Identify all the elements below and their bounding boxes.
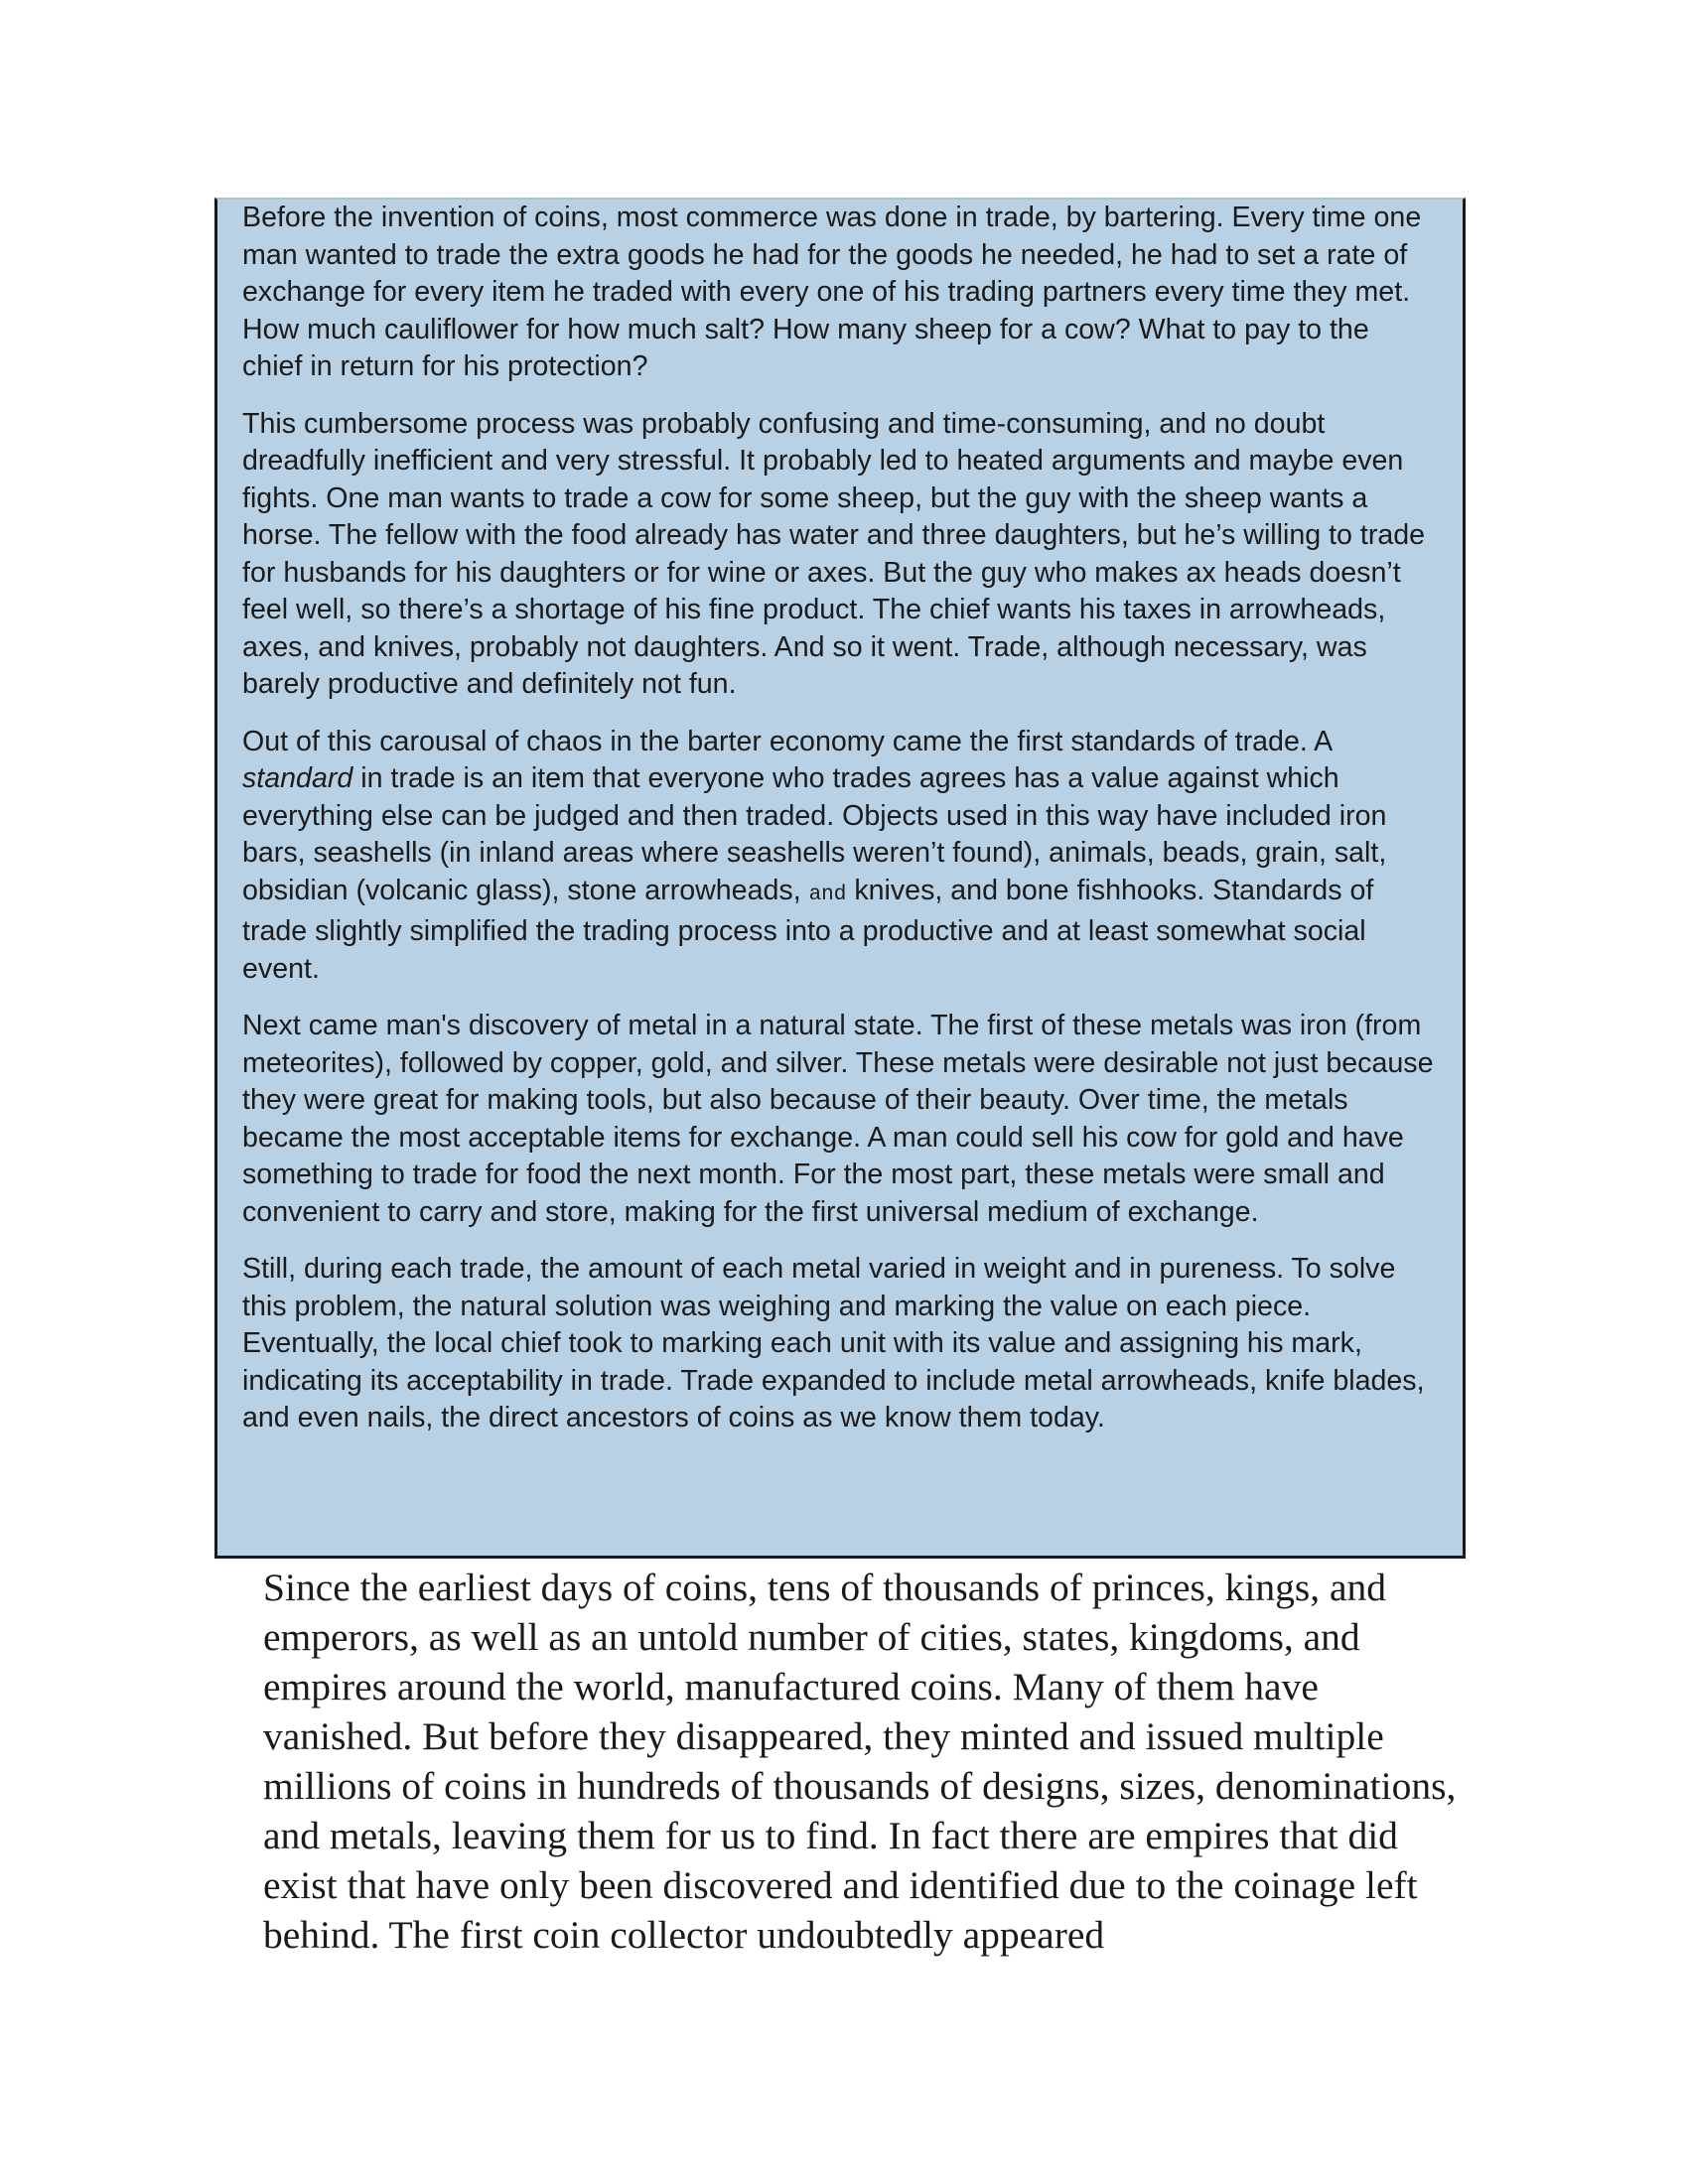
body-paragraph: Since the earliest days of coins, tens of thousands of princes, kings, and emperors, as well as an untold number of cities, states, kingdoms, and empires around the world, manufactured coins. Many of them have vanished. But before they disappeared, they minted and issued multiple millions of coins in hundreds of thousands of designs, sizes, denominations, and metals, leaving them for us to find. In fact there are empires that did exist that have only been discovered and identified due to the coinage left behind. The first coin collector undoubtedly appeared <box>263 1566 1457 1957</box>
sidebar-paragraph-metals: Next came man's discovery of metal in a natural state. The first of these metals was iron (from meteorites), followed by copper, gold, and silver. These metals were desirable not just because they were great for making tools, but also because of their beauty. Over time, the metals became the most acceptable items for exchange. A man could sell his cow for gold and have something to trade for food the next month. For the most part, these metals were small and convenient to carry and store, making for the first universal medium of exchange. <box>242 1010 1434 1228</box>
standards-text-1: Out of this carousal of chaos in the barter economy came the first standards of trade. A <box>242 725 1332 757</box>
sidebar-paragraph-barter: Before the invention of coins, most commerce was done in trade, by bartering. Every time one man wanted to trade the extra goods he had for the goods he needed, he had to set a rate of exchange for every item he traded with every one of his trading partners every time they met. How much cauliflower for how much salt? How many sheep for a cow? What to pay to the chief in return for his protection? <box>242 202 1422 382</box>
standards-mono-word: and <box>808 883 847 906</box>
standard-term: standard <box>242 762 353 794</box>
sidebar-paragraph-cumbersome: This cumbersome process was probably confusing and time-consuming, and no doubt dreadfully inefficient and very stressful. It probably led to heated arguments and maybe even fights. One man wants to trade a cow for some sheep, but the guy with the sheep wants a horse. The fellow with the food already has water and three daughters, but he’s willing to trade for husbands for his daughters or for wine or axes. But the guy who makes ax heads doesn’t feel well, so there’s a shortage of his fine product. The chief wants his taxes in arrowheads, axes, and knives, probably not daughters. And so it went. Trade, although necessary, was barely productive and definitely not fun. <box>242 407 1426 700</box>
standards-text-2: in trade is an item that everyone who trades agrees has a value against which everything else can be judged and then traded. Objects used in this way have included iron bars, seashells (in inland areas where seashells weren’t found), animals, beads, grain, salt, obsidian (volcanic glass), stone arrowheads, <box>242 762 1387 906</box>
standards-text-3: knives, and bone fishhooks. Standards of trade slightly simplified the trading process into a productive and at least somewhat social event. <box>242 874 1374 985</box>
sidebar-box <box>214 198 1466 1559</box>
sidebar-paragraph-marking: Still, during each trade, the amount of each metal varied in weight and in pureness. To solve this problem, the natural solution was weighing and marking the value on each piece. Eventually, the local chief took to marking each unit with its value and assigning his mark, indicating its acceptability in trade. Trade expanded to include metal arrowheads, knife blades, and even nails, the direct ancestors of coins as we know them today. <box>242 1253 1425 1433</box>
sidebar-paragraph-standards <box>242 724 1437 989</box>
